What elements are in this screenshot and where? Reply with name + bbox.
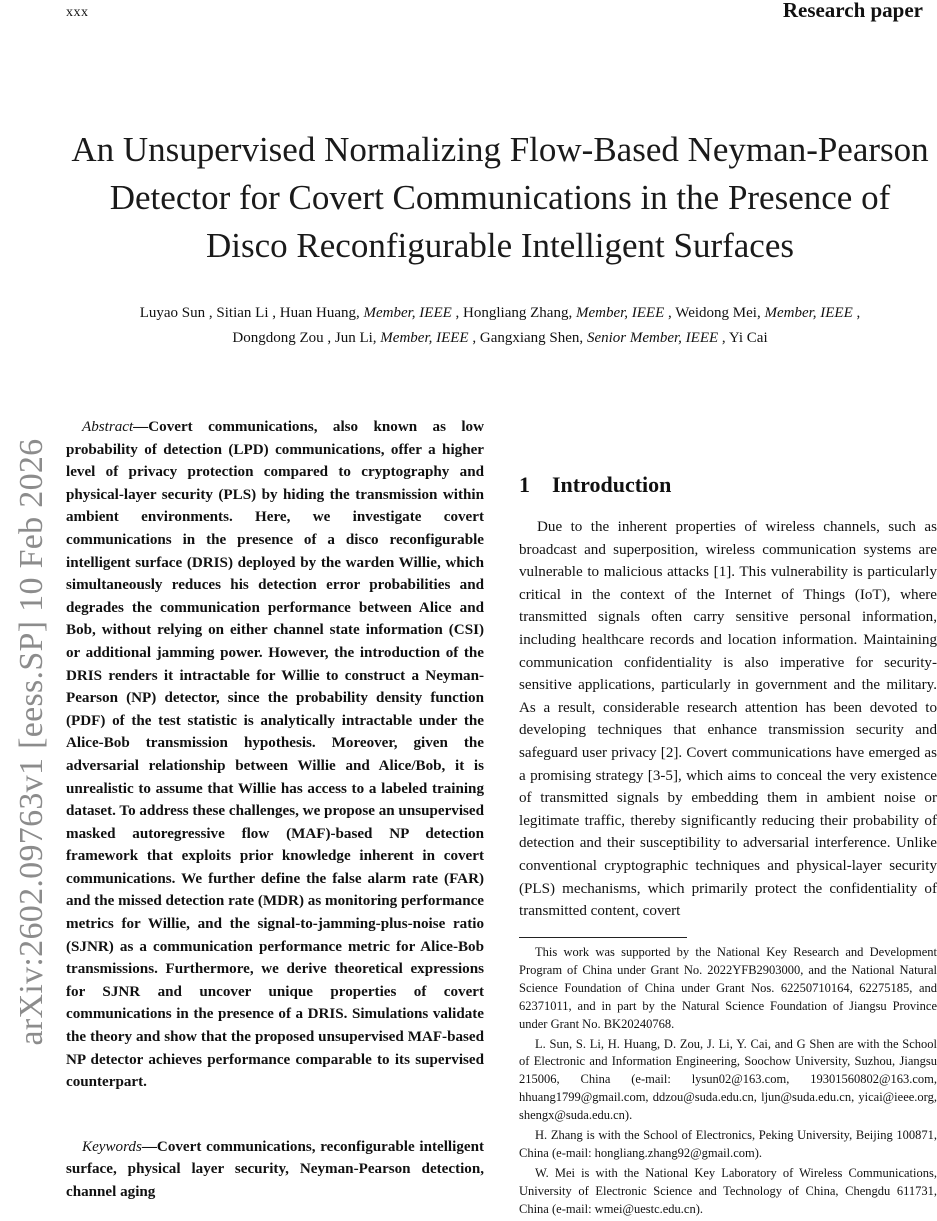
journal-header-placeholder: xxx — [66, 5, 89, 20]
author-name: Yi Cai — [728, 330, 768, 346]
keywords-label: Keywords — [82, 1139, 142, 1155]
author-separator: , — [205, 305, 217, 321]
title-line: An Unsupervised Normalizing Flow-Based Neyman-Pearson — [71, 130, 929, 169]
abstract — [66, 416, 484, 1094]
author-separator: , — [451, 305, 464, 321]
author-separator: , — [468, 330, 480, 346]
abstract-text: —Covert communications, also known as low probability of detection (LPD) communications, offer a higher level of privacy protection compared to cryptography and physical-layer security (PLS) by hiding the transmission within ambient environments. Here, we investigate covert communications in the presence of a disco reconfigurable intelligent surface (DRIS) deployed by the warden Willie, which simultaneously reduces his detection error probabilities and degrades the communication performance between Alice and Bob, without relying on either channel state information (CSI) or additional jamming power. However, the introduction of the DRIS renders it intractable for Willie to construct a Neyman-Pearson (NP) detector, since the probability density function (PDF) of the test statistic is analytically intractable under the Alice-Bob transmission hypothesis. Moreover, given the adversarial relationship between Willie and Alice/Bob, it is unrealistic to assume that Willie has access to a labeled training dataset. To address these challenges, we propose an unsupervised masked autoregressive flow (MAF)-based NP detection framework that exploits prior knowledge inherent in covert communications. We further define the false alarm rate (FAR) and the missed detection rate (MDR) as monitoring performance metrics for Willie, and the signal-to-jamming-plus-noise ratio (SJNR) as a communication performance metric for Alice-Bob transmissions. Furthermore, we derive theoretical expressions for SJNR and uncover unique properties of covert communications in the presence of a DRIS. Simulations validate the theory and show that the proposed unsupervised MAF-based NP detector achieves performance comparable to its supervised counterpart. — [66, 419, 484, 1091]
abstract-label: Abstract — [82, 419, 134, 435]
author-name: Jun Li, — [334, 330, 381, 346]
article-type-label: Research paper — [782, 0, 923, 22]
author-line-2 — [70, 326, 930, 351]
funding-footnote: This work was supported by the National Key Research and Development Program of China under Grant No. 2022YFB2903000, and the National Natural Science Foundation of China under Grant Nos. 62250710164, 62275185, and 62371011, and in part by the Natural Science Foundation of Jiangsu Province under Grant No. BK20240768. — [519, 945, 937, 1031]
section-number: 1 — [519, 472, 530, 497]
title-line: Detector for Covert Communications in the Presence of — [109, 178, 891, 217]
author-line-1 — [70, 301, 930, 326]
author-separator: , — [852, 305, 861, 321]
author-membership: Member, IEEE — [764, 305, 853, 321]
introduction-paragraph: Due to the inherent properties of wireless channels, such as broadcast and superposition, wireless communication systems are vulnerable to malicious attacks [1]. This vulnerability is particularly critical in the context of the Internet of Things (IoT), where transmitted signals often carry sensitive personal information, including healthcare records and location information. Maintaining communication confidentiality is also imperative for security-sensitive applications, particularly in government and the military. As a result, considerable research attention has been devoted to developing techniques that enhance transmission security and safeguard user privacy [2]. Covert communications have emerged as a promising strategy [3-5], which aims to conceal the very existence of transmitted signals by embedding them in ambient noise or legitimate traffic, thereby significantly reducing their probability of detection and their susceptibility to adversarial interference. Unlike conventional cryptographic techniques and physical-layer security (PLS) mechanisms, which primarily protect the confidentiality of transmitted content, covert — [519, 519, 937, 920]
author-name: Hongliang Zhang, — [463, 305, 576, 321]
author-membership: Senior Member, IEEE — [586, 330, 719, 346]
author-name: Sitian Li — [216, 305, 269, 321]
author-list — [70, 301, 930, 351]
author-membership: Member, IEEE — [575, 305, 665, 321]
author-name: Luyao Sun — [139, 305, 206, 321]
section-heading — [519, 472, 671, 498]
author-name: Gangxiang Shen, — [479, 330, 587, 346]
title-line: Disco Reconfigurable Intelligent Surfaces — [206, 226, 794, 265]
affiliation-footnote: W. Mei is with the National Key Laboratory of Wireless Communications, University of Electronic Science and Technology of China, Chengdu 611731, China (e-mail: wmei@uestc.edu.cn). — [519, 1165, 937, 1216]
keywords — [66, 1136, 484, 1203]
author-separator: , — [664, 305, 676, 321]
keywords-text: —Covert communications, reconfigurable intelligent surface, physical layer security, Neyman-Pearson detection, channel aging — [66, 1139, 484, 1200]
section-title: Introduction — [552, 472, 672, 497]
arxiv-identifier[interactable]: arXiv:2602.09763v1 [eess.SP] 10 Feb 2026 — [13, 438, 50, 1046]
affiliation-footnote: L. Sun, S. Li, H. Huang, D. Zou, J. Li, Y. Cai, and G Shen are with the School of Electronic and Information Engineering, Soochow University, Suzhou, Jiangsu 215006, China (e-mail: lysun02@163.com, 19301560802@163.com, hhuang1799@gmail.com, ddzou@suda.edu.cn, ljun@suda.edu.cn, yicai@ieee.org, shengx@suda.edu.cn). — [519, 1036, 937, 1123]
author-separator: , — [718, 330, 729, 346]
author-separator: , — [268, 305, 280, 321]
affiliation-footnote: H. Zhang is with the School of Electronics, Peking University, Beijing 100871, China (e-mail: hongliang.zhang92@gmail.com). — [519, 1128, 937, 1160]
author-name: Dongdong Zou — [232, 330, 324, 346]
paper-title — [60, 126, 937, 270]
author-name: Weidong Mei, — [675, 305, 765, 321]
author-separator: , — [323, 330, 335, 346]
footnotes — [519, 944, 937, 1221]
footnote-divider — [519, 937, 687, 938]
author-membership: Member, IEEE — [363, 305, 452, 321]
author-name: Huan Huang, — [279, 305, 364, 321]
author-membership: Member, IEEE — [380, 330, 469, 346]
